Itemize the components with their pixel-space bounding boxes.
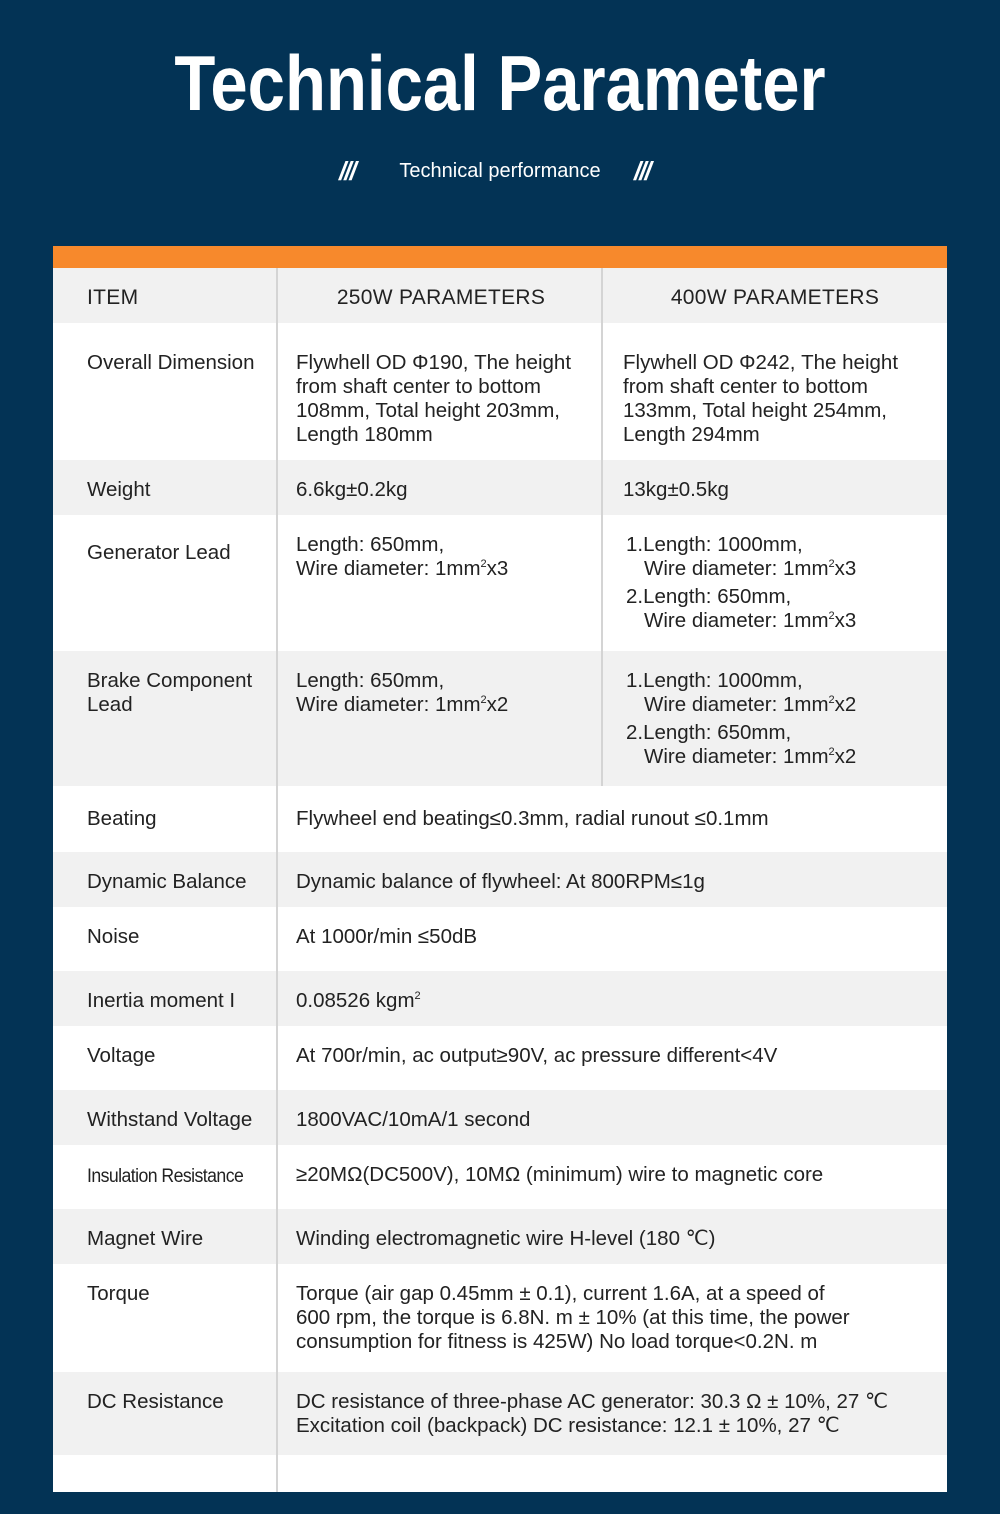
value-line: 600 rpm, the torque is 6.8N. m ± 10% (at this time, the power	[296, 1306, 850, 1329]
table-row-voltage	[53, 1026, 947, 1090]
value-text: Wire diameter: 1mm	[644, 557, 829, 580]
slashes-decoration-left: ///	[339, 156, 355, 186]
item-label: Dynamic Balance	[87, 870, 247, 893]
table-row-insulation-resistance	[53, 1145, 947, 1209]
table-row-dynamic-balance	[53, 852, 947, 907]
value-line: 1.Length: 1000mm,	[626, 533, 803, 556]
item-label: Magnet Wire	[87, 1227, 204, 1250]
superscript: 2	[828, 610, 835, 623]
item-label: Withstand Voltage	[87, 1108, 253, 1131]
column-divider-right	[601, 268, 603, 786]
value-text: Wire diameter: 1mm	[644, 693, 829, 716]
item-label: Weight	[87, 478, 151, 501]
table-row-torque	[53, 1264, 947, 1372]
value-text: x2	[834, 693, 857, 716]
slashes-decoration-right: ///	[634, 156, 650, 186]
value-250w	[296, 351, 601, 447]
table-row-overall-dimension	[53, 323, 947, 460]
value-text: Wire diameter: 1mm	[296, 557, 481, 580]
value-text: x3	[834, 557, 857, 580]
value-combined: At 700r/min, ac output≥90V, ac pressure different<4V	[296, 1044, 778, 1067]
superscript: 2	[828, 746, 835, 759]
value-line: from shaft center to bottom	[296, 375, 541, 398]
table-row-dc-resistance	[53, 1372, 947, 1455]
table-row-inertia-moment	[53, 971, 947, 1026]
value-combined	[296, 1282, 946, 1354]
item-label	[87, 1164, 277, 1189]
value-combined	[296, 989, 946, 1013]
item-label: Torque	[87, 1282, 150, 1305]
value-line	[296, 693, 601, 717]
item-label: DC Resistance	[87, 1390, 224, 1413]
page-title: Technical Parameter	[174, 39, 826, 127]
table-row-brake-component-lead	[53, 651, 947, 786]
value-400w	[623, 533, 946, 633]
column-divider-left	[276, 268, 278, 1492]
parameter-table	[53, 246, 947, 1492]
superscript: 2	[828, 694, 835, 707]
value-line: from shaft center to bottom	[623, 375, 868, 398]
value-line: 133mm, Total height 254mm,	[623, 399, 887, 422]
value-line: DC resistance of three-phase AC generator: 30.3 Ω ± 10%, 27 ℃	[296, 1390, 889, 1413]
value-line: consumption for fitness is 425W) No load torque<0.2N. m	[296, 1330, 818, 1353]
table-row-beating	[53, 786, 947, 852]
value-line: 2.Length: 650mm,	[626, 585, 792, 608]
value-250w	[296, 533, 601, 581]
superscript: 2	[414, 990, 421, 1003]
value-text: Wire diameter: 1mm	[644, 745, 829, 768]
value-line: 2.Length: 650mm,	[626, 721, 792, 744]
value-combined: Flywheel end beating≤0.3mm, radial runout ≤0.1mm	[296, 807, 769, 830]
item-label: Overall Dimension	[87, 351, 255, 374]
column-header-250w: 250W PARAMETERS	[336, 286, 546, 309]
value-text: Wire diameter: 1mm	[296, 693, 481, 716]
value-text: x3	[486, 557, 509, 580]
value-line	[626, 693, 946, 717]
value-text: Wire diameter: 1mm	[644, 609, 829, 632]
value-400w	[623, 669, 946, 769]
value-text: 0.08526 kgm	[296, 989, 415, 1012]
table-row-weight	[53, 460, 947, 515]
label-line: Lead	[87, 693, 133, 716]
value-250w	[296, 669, 601, 717]
value-line: 1.Length: 1000mm,	[626, 669, 803, 692]
item-label: Generator Lead	[87, 541, 231, 564]
value-line	[626, 557, 946, 581]
table-row-empty	[53, 1455, 947, 1492]
value-line: Torque (air gap 0.45mm ± 0.1), current 1.6A, at a speed of	[296, 1282, 825, 1305]
value-combined: 1800VAC/10mA/1 second	[296, 1108, 531, 1131]
table-row-magnet-wire	[53, 1209, 947, 1264]
superscript: 2	[480, 694, 487, 707]
value-400w	[623, 351, 943, 447]
table-row-noise	[53, 907, 947, 971]
value-line	[626, 609, 946, 633]
column-header-400w: 400W PARAMETERS	[670, 286, 880, 309]
value-combined: Winding electromagnetic wire H-level (180 ℃)	[296, 1227, 716, 1250]
value-line: Excitation coil (backpack) DC resistance: 12.1 ± 10%, 27 ℃	[296, 1414, 840, 1437]
table-accent-bar	[53, 246, 947, 268]
value-line: Length 180mm	[296, 423, 433, 446]
value-combined: ≥20MΩ(DC500V), 10MΩ (minimum) wire to magnetic core	[296, 1163, 824, 1186]
value-text: x2	[834, 745, 857, 768]
table-row-generator-lead	[53, 515, 947, 651]
value-line: Flywhell OD Φ190, The height	[296, 351, 572, 374]
value-400w: 13kg±0.5kg	[623, 478, 729, 501]
item-label: Noise	[87, 925, 140, 948]
value-line: Flywhell OD Φ242, The height	[623, 351, 899, 374]
page-subtitle: Technical performance	[399, 160, 601, 182]
superscript: 2	[480, 558, 487, 571]
item-label: Inertia moment I	[87, 989, 236, 1012]
value-line: 108mm, Total height 203mm,	[296, 399, 560, 422]
table-row-withstand-voltage	[53, 1090, 947, 1145]
column-header-item: ITEM	[87, 286, 139, 309]
item-label: Beating	[87, 807, 157, 830]
table-header-row	[53, 268, 947, 323]
value-line	[296, 557, 601, 581]
value-line: Length 294mm	[623, 423, 760, 446]
label-line: Brake Component	[87, 669, 253, 692]
item-label: Voltage	[87, 1044, 156, 1067]
value-combined	[296, 1390, 946, 1438]
label-text: Insulation Resistance	[87, 1166, 244, 1187]
value-line: Length: 650mm,	[296, 533, 445, 556]
value-line: Length: 650mm,	[296, 669, 445, 692]
subtitle-row	[0, 155, 1000, 187]
item-label	[87, 669, 277, 717]
value-250w: 6.6kg±0.2kg	[296, 478, 408, 501]
superscript: 2	[828, 558, 835, 571]
value-text: x3	[834, 609, 857, 632]
value-combined: At 1000r/min ≤50dB	[296, 925, 478, 948]
value-line	[626, 745, 946, 769]
value-text: x2	[486, 693, 509, 716]
value-combined: Dynamic balance of flywheel: At 800RPM≤1g	[296, 870, 705, 893]
